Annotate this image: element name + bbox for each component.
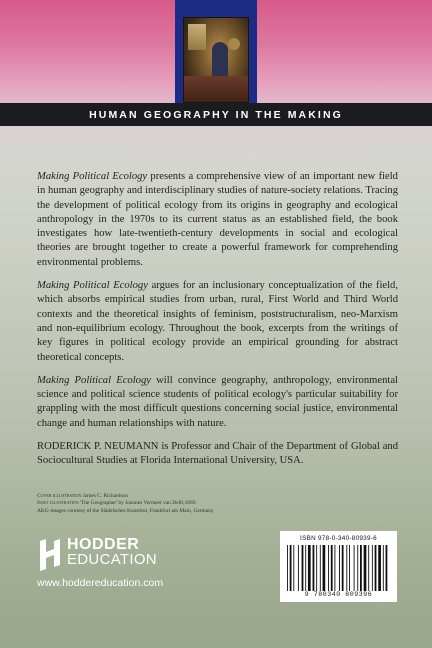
barcode-bar	[354, 545, 355, 591]
image-rights: AKG-images courtesy of the Städelsches Kunstitut, Frankfurt am Main, Germany	[37, 507, 214, 514]
paragraph-text: argues for an inclusionary conceptualization of the field, which absorbs empirical studies from urban, rural, First World and Third World contexts and the theoretical insights of feminism, poststructuralism, neo-Marxism and non-equilibrium ecology. Throughout the book, excerpts from the writings of key figures in political ecology provide an empirical grounding for abstract theoretical concepts.	[37, 280, 398, 363]
hodder-h-icon	[37, 539, 63, 571]
barcode-bar	[287, 545, 288, 591]
series-bar	[0, 103, 432, 126]
barcode-bar	[308, 545, 311, 591]
paragraph-text: presents a comprehensive view of an important new field in human geography and interdisciplinary studies of nature-society relations. Tracing the development of political ecology from its origins in geography and ecological anthropology in the 1970s to its current status as an established field, the book investigates how late-twentieth-century developments in social and ecological theories are brought together to create a powerful framework for comprehending environmental problems.	[37, 171, 398, 268]
barcode-bar	[360, 545, 362, 591]
barcode-bar	[372, 545, 373, 591]
barcode-bar	[302, 545, 304, 591]
publisher-name: HODDER EDUCATION	[67, 536, 157, 568]
publisher-logo	[37, 535, 237, 580]
book-title: Making Political Ecology	[37, 374, 151, 386]
illustration-credits	[37, 493, 337, 515]
barcode-bar	[375, 545, 377, 591]
author-bio: RODERICK P. NEUMANN is Professor and Chair of the Department of Global and Sociocultural Studies at Florida International University, USA.	[37, 441, 398, 467]
barcode-bar	[386, 545, 388, 591]
barcode-bar	[368, 545, 369, 591]
paragraph-text: will convince geography, anthropology, environmental science and political science students of political ecology's particular suitability for grappling with the most difficult questions concerning social justice, environmental change and human relationships with nature.	[37, 374, 398, 429]
barcode-bar	[339, 545, 340, 591]
barcode-bar	[328, 545, 329, 591]
barcode-bar	[323, 545, 326, 591]
barcode-bar	[342, 545, 344, 591]
barcode-bar	[320, 545, 321, 591]
barcode-bar	[346, 545, 347, 591]
barcode-bar	[334, 545, 335, 591]
barcode-bar	[331, 545, 333, 591]
book-title: Making Political Ecology	[37, 171, 148, 182]
blurb-paragraph-1	[37, 170, 398, 270]
barcode-digits: 9 780340 809396	[304, 591, 373, 598]
barcode-bar	[305, 545, 306, 591]
barcode-block	[280, 531, 397, 602]
painting-table	[184, 76, 249, 103]
blurb	[37, 170, 398, 478]
barcode-bar	[383, 545, 384, 591]
barcode-bar	[357, 545, 358, 591]
book-title: Making Political Ecology	[37, 280, 148, 292]
inset-credit: Inset illustration 'The Geographer' by Joannes Vermeer van Delft,1669.	[37, 500, 197, 507]
barcode-bar	[316, 545, 317, 591]
barcode-bar	[378, 545, 381, 591]
publisher-website: www.hoddereducation.com	[37, 577, 164, 589]
isbn-label: ISBN 978-0-340-80939-6	[300, 535, 377, 542]
blurb-paragraph-2	[37, 279, 398, 365]
painting-window	[188, 24, 206, 50]
blurb-paragraph-3	[37, 374, 398, 431]
barcode-bar	[349, 545, 350, 591]
geographer-painting	[183, 17, 249, 103]
barcode-bar	[290, 545, 292, 591]
barcode-bar	[364, 545, 367, 591]
cover-credit: Cover illustration James C. Richardson	[37, 493, 128, 499]
painting-globe	[228, 38, 240, 50]
barcode-bar	[298, 545, 299, 591]
barcode-bar	[293, 545, 294, 591]
barcode-icon	[286, 545, 391, 591]
series-title: HUMAN GEOGRAPHY IN THE MAKING	[89, 108, 343, 121]
barcode-bar	[313, 545, 315, 591]
